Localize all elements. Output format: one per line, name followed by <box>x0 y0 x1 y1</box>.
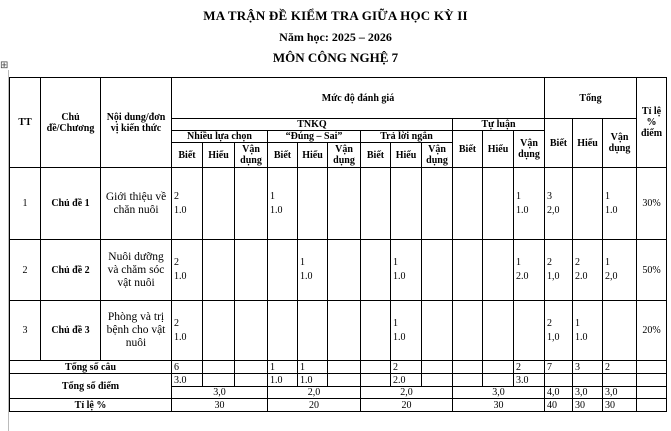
header-sa-vandung: Vận dụng <box>422 143 453 168</box>
ratio-mc: 30 <box>172 399 268 412</box>
header-sa-biet: Biết <box>361 143 391 168</box>
header-mc-hieu: Hiểu <box>203 143 235 168</box>
cell-mc-biet: 2 1.0 <box>172 301 203 361</box>
header-level: Mức độ đánh giá <box>172 78 545 119</box>
cell-sa-biet <box>361 301 391 361</box>
sum-count-total-vandung: 2 <box>603 361 637 374</box>
cell-total-vandung: 1 1.0 <box>603 168 637 240</box>
sum-points-tf-hieu: 1.0 <box>298 374 328 387</box>
sum-points-sa-hieu: 2.0 <box>391 374 422 387</box>
cell-sa-biet <box>361 168 391 240</box>
cell-tl-vandung: 1 2.0 <box>514 240 545 301</box>
table-row <box>10 301 667 361</box>
header-chapter: Chủ đề/Chương <box>41 78 101 168</box>
row-chapter: Chủ đề 1 <box>41 168 101 240</box>
sum-count-label: Tổng số câu <box>10 361 172 374</box>
header-total-hieu: Hiểu <box>573 119 603 168</box>
cell-mc-hieu <box>203 168 235 240</box>
sum-count-row <box>10 361 667 374</box>
header-tl-vandung: Vận dụng <box>514 131 545 168</box>
cell-sa-biet <box>361 240 391 301</box>
sum-count-total-biet: 7 <box>545 361 573 374</box>
row-content: Nuôi dưỡng và chăm sóc vật nuôi <box>101 240 172 301</box>
cell-tf-vandung <box>328 301 361 361</box>
cell-sa-hieu <box>391 168 422 240</box>
subject-title: MÔN CÔNG NGHỆ 7 <box>272 50 399 65</box>
sum-points-total-vandung: 3,0 <box>603 387 637 399</box>
header-mc-vandung: Vận dụng <box>235 143 268 168</box>
ratio-total-vandung: 30 <box>603 399 637 412</box>
cell-tf-hieu <box>298 168 328 240</box>
cell-tf-hieu <box>298 301 328 361</box>
sum-count-mc-biet: 6 <box>172 361 203 374</box>
cell-sa-vandung <box>422 168 453 240</box>
school-year: Năm học: 2025 – 2026 <box>279 30 392 44</box>
row-tt: 2 <box>10 240 41 301</box>
sum-points-tf-biet: 1.0 <box>268 374 298 387</box>
header-tf-hieu: Hiểu <box>298 143 328 168</box>
cell-mc-vandung <box>235 301 268 361</box>
row-chapter: Chủ đề 2 <box>41 240 101 301</box>
cell-total-vandung: 1 2,0 <box>603 240 637 301</box>
cell-total-biet: 2 1,0 <box>545 301 573 361</box>
cell-mc-biet: 2 1.0 <box>172 240 203 301</box>
cell-total-vandung <box>603 301 637 361</box>
header-tf-biet: Biết <box>268 143 298 168</box>
cell-sa-vandung <box>422 240 453 301</box>
cell-sa-vandung <box>422 301 453 361</box>
sum-points-group-mc: 3,0 <box>172 387 268 399</box>
header-total-vandung: Vận dụng <box>603 119 637 168</box>
sum-count-tf-biet: 1 <box>268 361 298 374</box>
ratio-total-hieu: 30 <box>573 399 603 412</box>
row-chapter: Chủ đề 3 <box>41 301 101 361</box>
header-sa-hieu: Hiểu <box>391 143 422 168</box>
sum-count-sa-hieu: 2 <box>391 361 422 374</box>
header-tnkq: TNKQ <box>172 119 453 131</box>
cell-tl-hieu <box>483 301 514 361</box>
sum-points-total-biet: 4,0 <box>545 387 573 399</box>
header-content: Nội dung/đơn vị kiến thức <box>101 78 172 168</box>
sum-count-tf-hieu: 1 <box>298 361 328 374</box>
sum-points-group-sa: 2,0 <box>361 387 453 399</box>
table-row <box>10 240 667 301</box>
exam-matrix-table <box>9 77 667 412</box>
ratio-total-biet: 40 <box>545 399 573 412</box>
cell-tl-biet <box>453 301 483 361</box>
header-tuluan: Tự luận <box>453 119 545 131</box>
ratio-tf: 20 <box>268 399 361 412</box>
sum-points-total-hieu: 3,0 <box>573 387 603 399</box>
cell-sa-hieu: 1 1.0 <box>391 240 422 301</box>
cell-total-hieu <box>573 168 603 240</box>
header-tf-vandung: Vận dụng <box>328 143 361 168</box>
sum-count-tl-vandung: 2 <box>514 361 545 374</box>
sum-points-group-tf: 2,0 <box>268 387 361 399</box>
document-title: MA TRẬN ĐỀ KIỂM TRA GIỮA HỌC KỲ II <box>203 8 468 23</box>
cell-tl-vandung: 1 1.0 <box>514 168 545 240</box>
cell-tf-vandung <box>328 168 361 240</box>
sum-points-label: Tổng số điểm <box>10 374 172 399</box>
cell-mc-hieu <box>203 240 235 301</box>
cell-mc-biet: 2 1.0 <box>172 168 203 240</box>
header-ratio: Tỉ lệ % điểm <box>637 78 667 168</box>
cell-ratio: 30% <box>637 168 667 240</box>
cell-mc-vandung <box>235 240 268 301</box>
cell-tl-hieu <box>483 240 514 301</box>
cell-tl-biet <box>453 168 483 240</box>
cell-total-biet: 2 1,0 <box>545 240 573 301</box>
row-content: Phòng và trị bệnh cho vật nuôi <box>101 301 172 361</box>
header-tt: TT <box>10 78 41 168</box>
row-tt: 1 <box>10 168 41 240</box>
cell-tl-vandung <box>514 301 545 361</box>
ratio-sa: 20 <box>361 399 453 412</box>
cell-total-biet: 3 2,0 <box>545 168 573 240</box>
cell-tf-biet <box>268 240 298 301</box>
row-tt: 3 <box>10 301 41 361</box>
cell-tf-hieu: 1 1.0 <box>298 240 328 301</box>
header-short-answer: Trả lời ngắn <box>361 131 453 143</box>
table-move-handle-icon[interactable]: ⊞ <box>0 60 9 71</box>
cell-sa-hieu: 1 1.0 <box>391 301 422 361</box>
sum-points-row <box>10 374 667 387</box>
cell-mc-vandung <box>235 168 268 240</box>
header-mc-biet: Biết <box>172 143 203 168</box>
table-row <box>10 168 667 240</box>
row-content: Giới thiệu về chăn nuôi <box>101 168 172 240</box>
cell-tf-biet: 1 1.0 <box>268 168 298 240</box>
cell-tf-biet <box>268 301 298 361</box>
cell-tl-biet <box>453 240 483 301</box>
header-tl-hieu: Hiểu <box>483 131 514 168</box>
sum-points-mc-biet: 3.0 <box>172 374 203 387</box>
ratio-label: Tỉ lệ % <box>10 399 172 412</box>
cell-ratio: 50% <box>637 240 667 301</box>
ratio-row <box>10 399 667 412</box>
sum-points-group-tl: 3,0 <box>453 387 545 399</box>
header-tl-biet: Biết <box>453 131 483 168</box>
header-total: Tổng <box>545 78 637 119</box>
header-true-false: “Đúng – Sai” <box>268 131 361 143</box>
cell-ratio: 20% <box>637 301 667 361</box>
cell-tl-hieu <box>483 168 514 240</box>
sum-count-total-hieu: 3 <box>573 361 603 374</box>
header-multi-choice: Nhiều lựa chọn <box>172 131 268 143</box>
cell-total-hieu: 2 2.0 <box>573 240 603 301</box>
cell-mc-hieu <box>203 301 235 361</box>
ratio-tl: 30 <box>453 399 545 412</box>
header-total-biet: Biết <box>545 119 573 168</box>
sum-points-tl-vandung: 3.0 <box>514 374 545 387</box>
cell-total-hieu: 1 1.0 <box>573 301 603 361</box>
cell-tf-vandung <box>328 240 361 301</box>
